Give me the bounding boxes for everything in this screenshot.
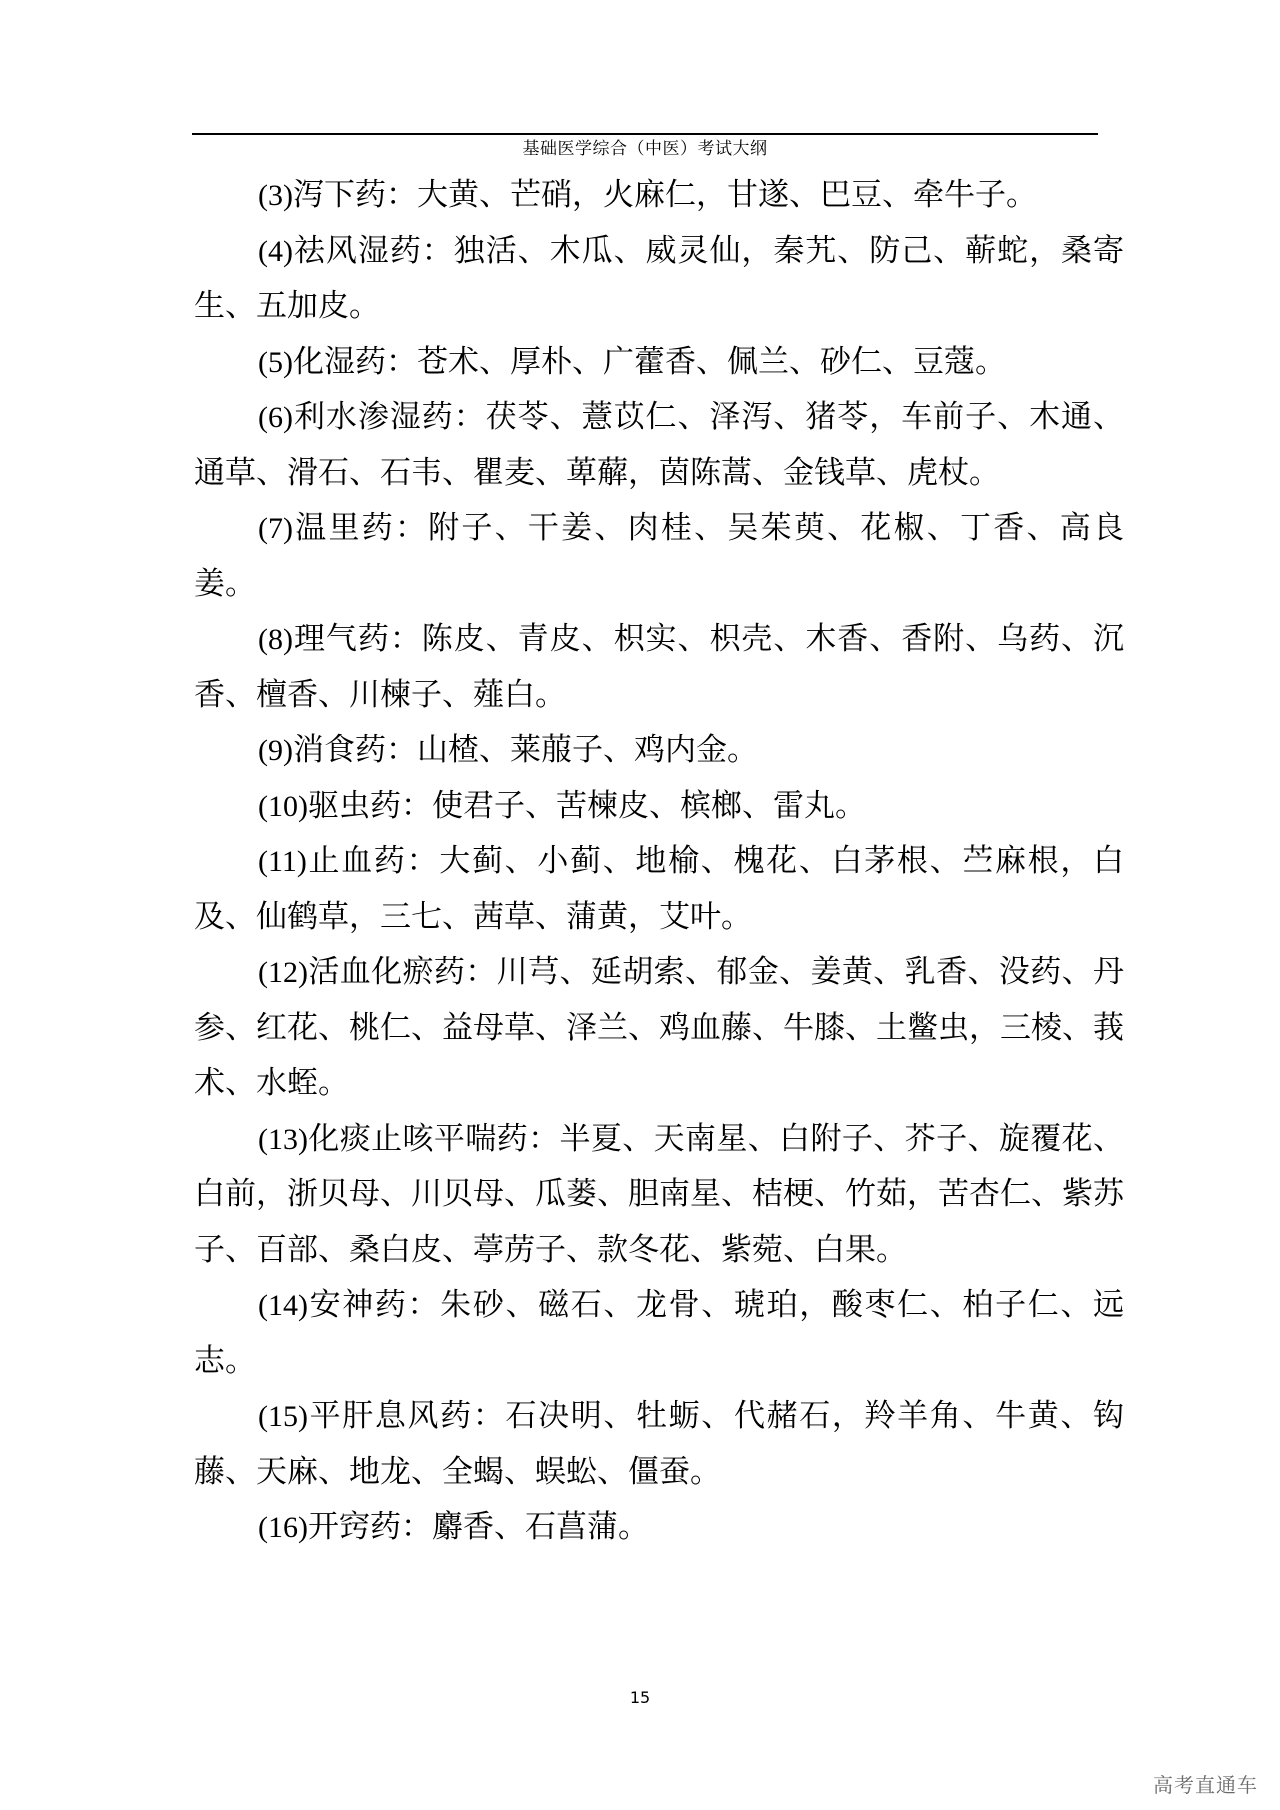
- paragraph-text: 祛风湿药：独活、木瓜、威灵仙，秦艽、防己、蕲蛇，桑寄生、五加皮。: [194, 232, 1124, 324]
- paragraph-text: 平肝息风药：石决明、牡蛎、代赭石，羚羊角、牛黄、钩藤、天麻、地龙、全蝎、蜈蚣、僵蚕。: [194, 1398, 1124, 1490]
- paragraph-number: (11): [258, 845, 307, 878]
- paragraph-text: 利水渗湿药：茯苓、薏苡仁、泽泻、猪苓，车前子、木通、通草、滑石、石韦、瞿麦、萆薢，茵陈蒿、金钱草、虎杖。: [194, 399, 1124, 491]
- paragraph-text: 安神药：朱砂、磁石、龙骨、琥珀，酸枣仁、柏子仁、远志。: [194, 1287, 1124, 1379]
- paragraph-number: (9): [258, 734, 293, 767]
- paragraph-number: (8): [258, 623, 293, 656]
- paragraph-text: 化湿药：苍术、厚朴、广藿香、佩兰、砂仁、豆蔻。: [292, 343, 1006, 380]
- paragraph-blood-activating: [194, 945, 1124, 1112]
- paragraph-text: 驱虫药：使君子、苦楝皮、槟榔、雷丸。: [307, 787, 866, 824]
- paragraph-text: 活血化瘀药：川芎、延胡索、郁金、姜黄、乳香、没药、丹参、红花、桃仁、益母草、泽兰、鸡血藤、牛膝、土鳖虫，三棱、莪术、水蛭。: [194, 954, 1124, 1101]
- paragraph-digestive: [194, 723, 1124, 779]
- paragraph-number: (5): [258, 345, 293, 379]
- paragraph-liver-wind: [194, 1389, 1124, 1500]
- paragraph-number: (12): [258, 956, 308, 989]
- paragraph-diuretic: [194, 390, 1124, 501]
- paragraph-number: (13): [258, 1122, 308, 1156]
- paragraph-number: (3): [258, 179, 293, 212]
- paragraph-wind-damp: [194, 224, 1124, 335]
- paragraph-text: 泻下药：大黄、芒硝，火麻仁，甘遂、巴豆、牵牛子。: [292, 177, 1037, 213]
- paragraph-tranquilizing: [194, 1278, 1124, 1389]
- paragraph-number: (6): [258, 401, 293, 434]
- paragraph-number: (14): [258, 1289, 308, 1322]
- paragraph-number: (7): [258, 512, 293, 545]
- paragraph-number: (4): [258, 234, 293, 268]
- paragraph-text: 理气药：陈皮、青皮、枳实、枳壳、木香、香附、乌药、沉香、檀香、川楝子、薤白。: [194, 621, 1124, 713]
- header-rule: [192, 133, 1098, 135]
- paragraph-text: 消食药：山楂、莱菔子、鸡内金。: [292, 732, 758, 768]
- page-number: 15: [629, 1688, 651, 1707]
- paragraph-resuscitative: [194, 1500, 1124, 1556]
- paragraph-regulate-qi: [194, 612, 1124, 723]
- paragraph-anthelmintic: [194, 779, 1124, 835]
- paragraph-text: 化痰止咳平喘药：半夏、天南星、白附子、芥子、旋覆花、白前，浙贝母、川贝母、瓜蒌、胆南星、桔梗、竹茹，苦杏仁、紫苏子、百部、桑白皮、葶苈子、款冬花、紫菀、白果。: [194, 1120, 1124, 1268]
- document-body: [194, 168, 1124, 1556]
- paragraph-number: (10): [258, 789, 308, 823]
- watermark: 高考直通车: [1153, 1773, 1258, 1797]
- paragraph-number: (16): [258, 1511, 308, 1544]
- paragraph-text: 温里药：附子、干姜、肉桂、吴茱萸、花椒、丁香、高良姜。: [194, 510, 1124, 602]
- paragraph-text: 开窍药：麝香、石菖蒲。: [307, 1509, 649, 1545]
- paragraph-phlegm-cough: [194, 1112, 1124, 1279]
- paragraph-text: 止血药：大蓟、小蓟、地榆、槐花、白茅根、苎麻根，白及、仙鹤草，三七、茜草、蒲黄，艾叶。: [194, 843, 1124, 935]
- paragraph-warm-interior: [194, 501, 1124, 612]
- header-title: 基础医学综合（中医）考试大纲: [522, 139, 768, 159]
- paragraph-resolve-damp: [194, 335, 1124, 391]
- paragraph-number: (15): [258, 1400, 308, 1433]
- paragraph-purgative: [194, 168, 1124, 224]
- paragraph-hemostatic: [194, 834, 1124, 945]
